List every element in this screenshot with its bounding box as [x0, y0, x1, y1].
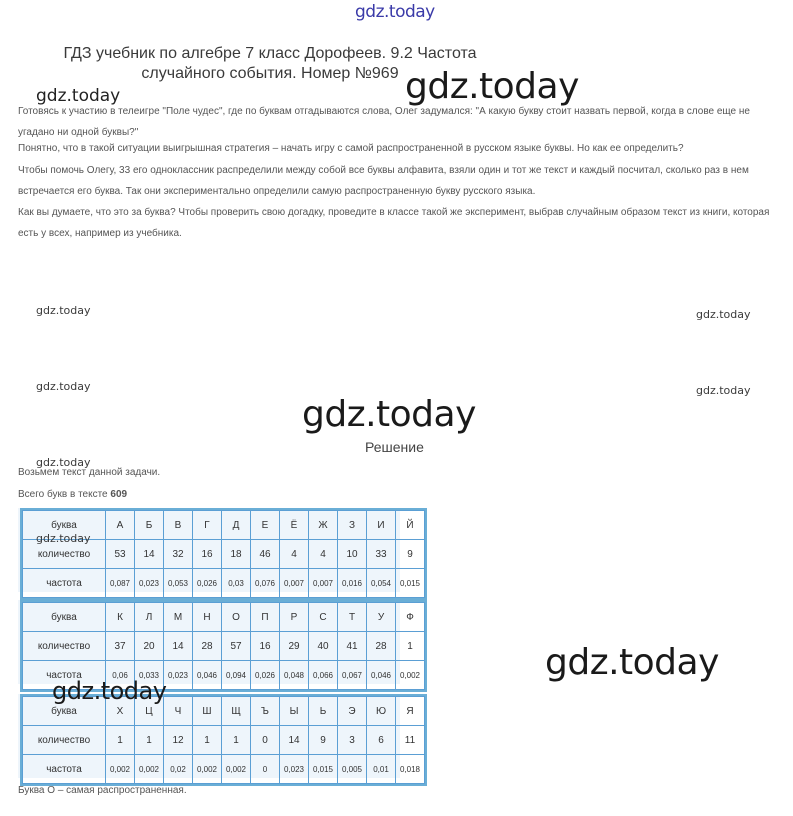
table-cell: 32 [164, 540, 193, 569]
table-cell: 0,03 [222, 569, 251, 598]
table-cell: 6 [367, 726, 396, 755]
table-cell: 4 [309, 540, 338, 569]
table-cell: 4 [280, 540, 309, 569]
table-cell: 0,054 [367, 569, 396, 598]
table-cell: 0,002 [222, 755, 251, 784]
table-row-frequencies [23, 755, 425, 784]
watermark-top: gdz.today [355, 2, 435, 22]
table-cell: 0,033 [135, 661, 164, 690]
table-cell: 9 [309, 726, 338, 755]
table-cell: В [164, 511, 193, 540]
table-cell: Т [338, 603, 367, 632]
table-cell: Д [222, 511, 251, 540]
row-label-frequency: частота [23, 569, 106, 598]
table-cell: 28 [193, 632, 222, 661]
table-cell: Щ [222, 697, 251, 726]
table-cell: Ф [396, 603, 425, 632]
table-cell: Б [135, 511, 164, 540]
table-cell: 1 [135, 726, 164, 755]
watermark-small-1: gdz.today [36, 86, 121, 106]
solution-line-2 [18, 489, 127, 500]
table-cell: 0,007 [309, 569, 338, 598]
table-cell: Ш [193, 697, 222, 726]
table-cell: Я [396, 697, 425, 726]
table-cell: Г [193, 511, 222, 540]
page-title: ГДЗ учебник по алгебре 7 класс Дорофеев. 9.2 Частота случайного события. Номер №969 [63, 45, 477, 82]
table-cell: 0,046 [193, 661, 222, 690]
table-cell: Ю [367, 697, 396, 726]
table-cell: И [367, 511, 396, 540]
table-cell: 0,023 [280, 755, 309, 784]
table-cell: Э [338, 697, 367, 726]
table-cell: 0,048 [280, 661, 309, 690]
table-cell: 14 [280, 726, 309, 755]
table-cell: 10 [338, 540, 367, 569]
table-cell: 0,06 [106, 661, 135, 690]
table-row-counts [23, 726, 425, 755]
watermark-small-4: gdz.today [36, 380, 91, 393]
table-cell: Ь [309, 697, 338, 726]
row-label-count: количество [23, 540, 106, 569]
task-paragraph-1: Готовясь к участию в телеигре "Поле чудес", где по буквам отгадываются слова, Олег задумался: "А какую букву стоит назвать первой, когда в слове еще не угадано ни одной буквы?" [18, 106, 750, 138]
table-cell: Й [396, 511, 425, 540]
table-cell: 1 [396, 632, 425, 661]
solution-conclusion: Буква О – самая распространенная. [18, 785, 187, 796]
table-cell: 53 [106, 540, 135, 569]
row-label-frequency: частота [23, 661, 106, 690]
table-cell: Ы [280, 697, 309, 726]
frequency-table-1 [22, 510, 425, 598]
table-cell: 41 [338, 632, 367, 661]
watermark-medium-1: gdz.today [52, 677, 167, 705]
table-cell: 33 [367, 540, 396, 569]
table-cell: М [164, 603, 193, 632]
table-cell: 16 [193, 540, 222, 569]
table-cell: 0,046 [367, 661, 396, 690]
table-cell: 14 [164, 632, 193, 661]
table-cell: 16 [251, 632, 280, 661]
watermark-small-2: gdz.today [36, 304, 91, 317]
table-cell: 37 [106, 632, 135, 661]
table-cell: Е [251, 511, 280, 540]
table-cell: 0,002 [135, 755, 164, 784]
table-cell: 1 [193, 726, 222, 755]
table-cell: 1 [106, 726, 135, 755]
table-cell: 0,026 [193, 569, 222, 598]
task-paragraph-2: Понятно, что в такой ситуации выигрышная стратегия – начать игру с самой распространенной в русском языке буквы. Но как ее определить? [18, 143, 684, 154]
table-cell: 0,087 [106, 569, 135, 598]
table-cell: 28 [367, 632, 396, 661]
watermark-small-3: gdz.today [696, 308, 751, 321]
table-cell: 0,094 [222, 661, 251, 690]
solution-heading: Решение [365, 439, 424, 455]
table-cell: 0,023 [164, 661, 193, 690]
table-cell: 1 [222, 726, 251, 755]
row-label-frequency: частота [23, 755, 106, 784]
table-cell: О [222, 603, 251, 632]
row-label-letter: буква [23, 697, 106, 726]
table-row-counts [23, 632, 425, 661]
table-cell: 0,005 [338, 755, 367, 784]
table-cell: Ц [135, 697, 164, 726]
watermark-small-6: gdz.today [36, 456, 91, 469]
table-cell: 0,053 [164, 569, 193, 598]
table-cell: 0,067 [338, 661, 367, 690]
table-cell: 20 [135, 632, 164, 661]
table-cell: 40 [309, 632, 338, 661]
row-label-letter: буква [23, 511, 106, 540]
table-cell: 46 [251, 540, 280, 569]
table-cell: 0,01 [367, 755, 396, 784]
task-paragraph-3: Чтобы помочь Олегу, 33 его одноклассник распределили между собой все буквы алфавита, взяли один и тот же текст и каждый посчитал, сколько раз в нем встречается его буква. Так они экспериментально определили самую распространенную букву русского языка. [18, 165, 749, 197]
table-cell: 29 [280, 632, 309, 661]
table-row-frequencies [23, 569, 425, 598]
table-cell: 0,002 [396, 661, 425, 690]
table-cell: 0,026 [251, 661, 280, 690]
watermark-small-5: gdz.today [696, 384, 751, 397]
table-cell: 0 [251, 755, 280, 784]
task-paragraph-4: Как вы думаете, что это за буква? Чтобы проверить свою догадку, проведите в классе такой же эксперимент, выбрав случайным образом текст из книги, которая есть у всех, например из учебника. [18, 207, 770, 239]
table-cell: 0,016 [338, 569, 367, 598]
total-letters-label: Всего букв в тексте [18, 489, 111, 500]
table-cell: Ъ [251, 697, 280, 726]
table-cell: 3 [338, 726, 367, 755]
table-row-letters [23, 603, 425, 632]
table-cell: Л [135, 603, 164, 632]
table-cell: 0,002 [193, 755, 222, 784]
row-label-letter: буква [23, 603, 106, 632]
table-cell: 0,066 [309, 661, 338, 690]
table-cell: 12 [164, 726, 193, 755]
table-cell: 0,018 [396, 755, 425, 784]
frequency-table-3 [22, 696, 425, 784]
table-cell: Ч [164, 697, 193, 726]
table-cell: 0,002 [106, 755, 135, 784]
table-cell: 18 [222, 540, 251, 569]
table-cell: С [309, 603, 338, 632]
table-cell: К [106, 603, 135, 632]
table-cell: Н [193, 603, 222, 632]
table-cell: 0,02 [164, 755, 193, 784]
table-cell: 14 [135, 540, 164, 569]
watermark-small-7: gdz.today [36, 532, 91, 545]
table-cell: 11 [396, 726, 425, 755]
table-cell: 0,015 [396, 569, 425, 598]
table-cell: 0 [251, 726, 280, 755]
table-cell: 9 [396, 540, 425, 569]
table-cell: У [367, 603, 396, 632]
table-cell: Ё [280, 511, 309, 540]
table-cell: 57 [222, 632, 251, 661]
table-cell: П [251, 603, 280, 632]
table-cell: 0,076 [251, 569, 280, 598]
table-cell: 0,023 [135, 569, 164, 598]
total-letters-value: 609 [110, 489, 128, 500]
row-label-count: количество [23, 632, 106, 661]
table-cell: Р [280, 603, 309, 632]
solution-line-1: Возьмем текст данной задачи. [18, 467, 161, 478]
table-cell: 0,007 [280, 569, 309, 598]
table-cell: А [106, 511, 135, 540]
table-cell: Ж [309, 511, 338, 540]
watermark-large-2: gdz.today [302, 394, 476, 435]
table-cell: З [338, 511, 367, 540]
row-label-count: количество [23, 726, 106, 755]
table-cell: 0,015 [309, 755, 338, 784]
table-cell: Х [106, 697, 135, 726]
watermark-large-3: gdz.today [545, 642, 719, 683]
watermark-large-1: gdz.today [405, 66, 579, 107]
